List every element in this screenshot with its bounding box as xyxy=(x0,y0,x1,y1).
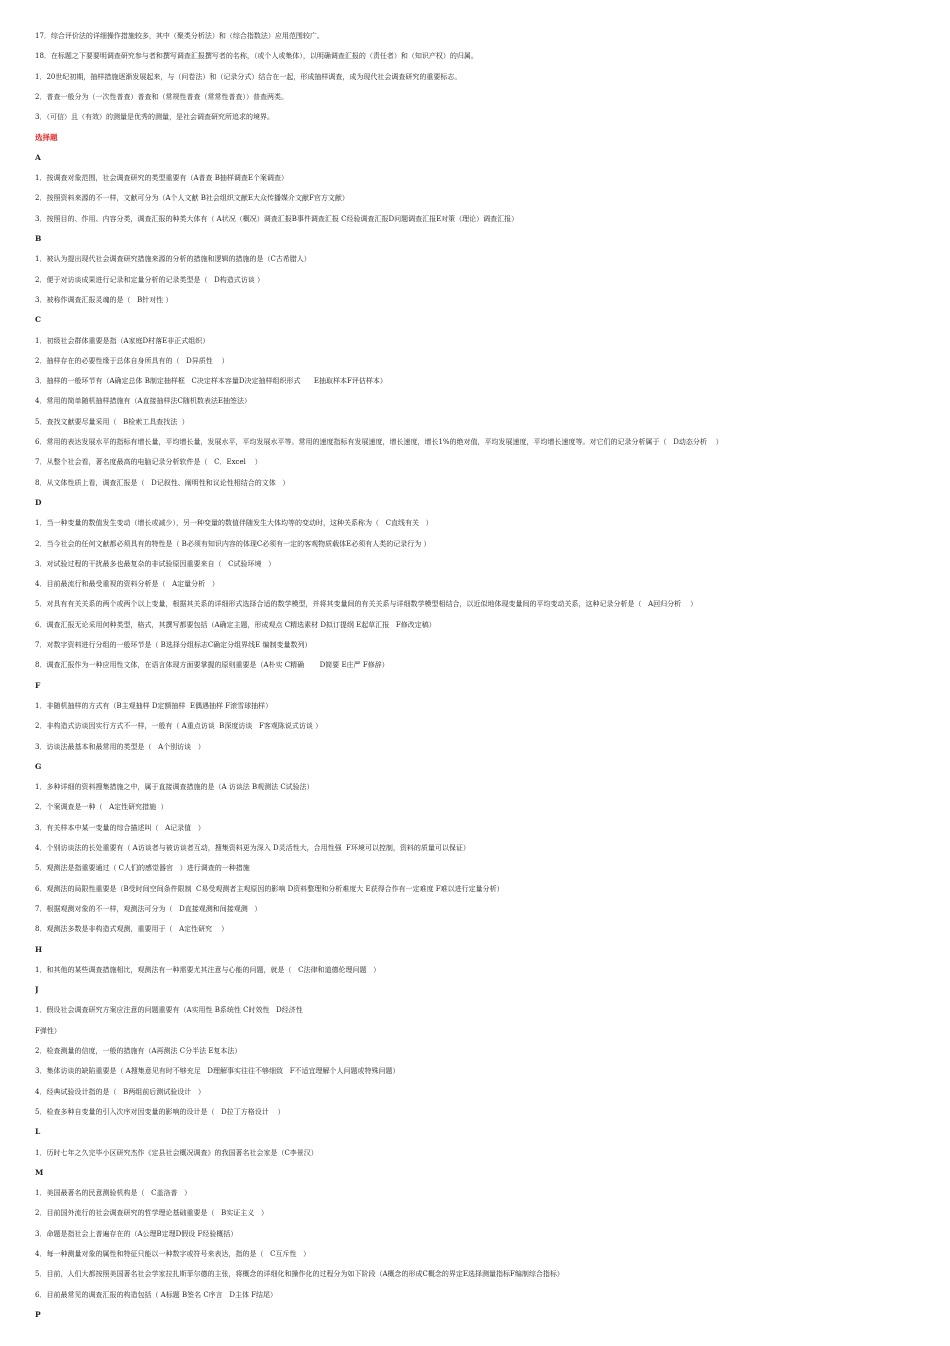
text-line: 7．对数字资料进行分组的一般环节是（ B选择分组标志C确定分组界线E 编制变量数列） xyxy=(35,641,312,649)
text-line: 3．被称作调查汇报灵魂的是（ B针对性 ） xyxy=(35,296,173,304)
text-line: 1．20世纪初期，抽样措施逐渐发展起来，与（问卷法）和（记录分式）结合在一起，形成抽样调查，成为现代社会调查研究的重要标志。 xyxy=(35,73,462,81)
text-line: 2．目前国外流行的社会调查研究的哲学理论基础重要是（ B实证主义 ） xyxy=(35,1209,268,1217)
text-line: 17．综合评价法的详细操作措施较多，其中（聚类分析法）和（综合指数法）应用范围较广。 xyxy=(35,32,324,40)
text-line: 2．检查测量的信度，一般的措施有（A再测法 C分半法 E复本法） xyxy=(35,1047,242,1055)
text-line: 3．按照目的、作用、内容分类，调查汇报的种类大体有（ A状况（概况）调查汇报B事件调查汇报 C经验调查汇报D问题调查汇报E对策（理论）调查汇报） xyxy=(35,215,519,223)
text-line: 1．按调查对象范围，社会调查研究的类型重要有（A普查 B抽样调查E个案调查） xyxy=(35,174,288,182)
section-heading: 选择题 xyxy=(35,133,58,142)
text-line: 1．假设社会调查研究方案应注意的问题重要有（A实用性 B系统性 C时效性 D经济性 xyxy=(35,1006,303,1014)
text-line: 5．查找文献要尽量采用（ B检索工具查找法 ） xyxy=(35,418,189,426)
text-line: F弹性） xyxy=(35,1027,61,1035)
text-line: 8．观测法多数是非构造式观测，重要用于（ A定性研究 ） xyxy=(35,925,229,933)
text-line: 5．目前，人们大都按照美国著名社会学家拉扎斯菲尔德的主张，将概念的详细化和操作化的过程分为如下阶段（A概念的形成C概念的界定E选择测量指标F编制综合指标） xyxy=(35,1270,564,1278)
text-line: 3．抽样的一般环节有（A确定总体 B制定抽样框 C决定样本容量D决定抽样组织形式 E抽取样本F评估样本） xyxy=(35,377,387,385)
text-line: 2．非构造式访谈因实行方式不一样，一般有（ A重点访谈 B深度访谈 F客观陈说式访谈 ） xyxy=(35,722,323,730)
letter-heading: B xyxy=(35,234,42,243)
text-line: 3．有关样本中某一变量的综合描述叫（ A记录值 ） xyxy=(35,824,205,832)
letter-heading: G xyxy=(35,762,42,771)
text-line: 3．命题是指社会上普遍存在的（A公理B定理D假设 F经验概括） xyxy=(35,1230,238,1238)
letter-heading: L xyxy=(35,1127,41,1136)
letter-heading: P xyxy=(35,1310,41,1319)
text-line: 3．集体访谈的缺陷重要是（ A搜集意见有时不够充足 D理解事实往往不够细致 F不适宜理解个人问题或特殊问题） xyxy=(35,1067,400,1075)
text-line: 3．对试验过程的干扰最多也最复杂的非试验原因重要来自（ C试验环境 ） xyxy=(35,560,276,568)
letter-heading: D xyxy=(35,498,42,507)
text-line: 5．检查多种自变量的引入次序对因变量的影响的设计是（ D拉丁方格设计 ） xyxy=(35,1108,285,1116)
text-line: 1．多种详细的资料搜集措施之中，属于直接调查措施的是（A 访谈法 B观测法 C试验法） xyxy=(35,783,314,791)
text-line: 2．抽样存在的必要性缘于总体自身所具有的（ D异质性 ） xyxy=(35,357,229,365)
text-line: 7．根据观测对象的不一样，观测法可分为（ D直接观测和间接观测 ） xyxy=(35,905,262,913)
text-line: 2．普查一般分为（一次性普查）普查和（常规性普查（常常性普查））普查两类。 xyxy=(35,93,288,101)
text-line: 5．对具有有关关系的两个或两个以上变量，根据其关系的详细形式选择合适的数学模型，并将其变量间的有关关系与详细数学模型相结合，以近似地体现变量间的平均变动关系，这种记录分析是（ A回归分析 ） xyxy=(35,600,698,608)
letter-heading: C xyxy=(35,315,41,324)
text-line: 18．在标题之下要要明调查研究参与者和撰写调查汇报撰写者的名称，（或个人或集体），以明确调查汇报的（责任者）和（知识产权）的归属。 xyxy=(35,52,478,60)
text-line: 6．目前最常见的调查汇报的构造包括（ A标题 B签名 C序言 D主体 F结尾） xyxy=(35,1291,278,1299)
text-line: 6．调查汇报无论采用何种类型，格式，其撰写都要包括（A确定主题，形成观点 C精选素材 D拟订提纲 E起草汇报 F修改定稿） xyxy=(35,621,436,629)
text-line: 4．经典试验设计指的是（ B两组前后测试验设计 ） xyxy=(35,1088,205,1096)
text-line: 6．常用的表达发展水平的指标有增长量，平均增长量，发展水平，平均发展水平等。常用的速度指标有发展速度，增长速度，增长1%的绝对值，平均发展速度，平均增长速度等。对它们的记录分析属于（ D动态分析 ） xyxy=(35,438,723,446)
letter-heading: J xyxy=(35,985,39,994)
text-line: 7．从整个社会看，著名度最高的电脑记录分析软件是（ C．Excel ） xyxy=(35,458,262,466)
text-line: 3．（可信）且（有效）的测量是优秀的测量，是社会调查研究所追求的境界。 xyxy=(35,113,274,121)
text-line: 1．和其他的某些调查措施相比，观测法有一种需要尤其注意与心能的问题，就是（ C法律和道德伦理问题 ） xyxy=(35,966,381,974)
letter-heading: M xyxy=(35,1168,44,1177)
text-line: 1．初级社会群体重要是指（A家庭D村落E非正式组织） xyxy=(35,337,210,345)
text-line: 2．当今社会的任何文献都必须具有的特性是（ B必须有知识内容的体现C必须有一定的客观物质载体E必须有人类的记录行为 ） xyxy=(35,540,431,548)
text-line: 1．当一种变量的数值发生变动（增长或减少），另一种变量的数值伴随发生大体均等的变动时，这种关系称为（ C直线有关 ） xyxy=(35,519,433,527)
text-line: 8．调查汇报作为一种应用性文体，在语言体现方面要掌握的原则重要是（A朴实 C精确 D简要 E庄严 F修辞） xyxy=(35,661,389,669)
text-line: 8．从文体性质上看，调查汇报是（ D记叙性、阐明性和议论性相结合的文体 ） xyxy=(35,479,290,487)
text-line: 6．观测法的局限性重要是（B受时间空间条件限制 C易受观测者主观原因的影响 D资料整理和分析难度大 E获得合作有一定难度 F难以进行定量分析） xyxy=(35,885,504,893)
text-line: 2．按照资料来源的不一样，文献可分为（A个人文献 B社会组织文献E大众传播媒介文献F官方文献） xyxy=(35,194,349,202)
text-line: 4．目前最流行和最受重视的资料分析是（ A定量分析 ） xyxy=(35,580,219,588)
text-line: 1．历时七年之久完毕小区研究杰作《定县社会概况调查》的我国著名社会家是（C李景汉） xyxy=(35,1149,318,1157)
letter-heading: A xyxy=(35,153,41,162)
text-line: 4．个别访谈法的长处重要有（ A访谈者与被访谈者互动，搜集资料更为深入 D灵活性大，合用性强 F环境可以控制，资料的质量可以保证） xyxy=(35,844,470,852)
letter-heading: F xyxy=(35,681,41,690)
text-line: 2．便于对访谈成果进行记录和定量分析的记录类型是（ D构造式访谈 ） xyxy=(35,276,264,284)
text-line: 5．观测法是指重要通过（ C人们的感觉器官 ）进行调查的一种措施 xyxy=(35,864,250,872)
text-line: 1．美国最著名的民意测验机构是（ C盖洛普 ） xyxy=(35,1189,192,1197)
text-line: 3．访谈法最基本和最常用的类型是（ A个别访谈 ） xyxy=(35,743,205,751)
letter-heading: H xyxy=(35,945,43,954)
text-line: 4．每一种测量对象的属性和特征只能以一种数字或符号来表达，指的是（ C互斥性 ） xyxy=(35,1250,311,1258)
text-line: 1．非随机抽样的方式有（B主观抽样 D定额抽样 E偶遇抽样 F滚雪球抽样） xyxy=(35,702,273,710)
text-line: 1．被认为提出现代社会调查研究措施来源的分析的措施和逻辑的措施的是（C古希腊人） xyxy=(35,255,311,263)
text-line: 2．个案调查是一种（ A定性研究措施 ） xyxy=(35,803,168,811)
text-line: 4．常用的简单随机抽样措施有（A直接抽样法C随机数表法E抽签法） xyxy=(35,397,251,405)
